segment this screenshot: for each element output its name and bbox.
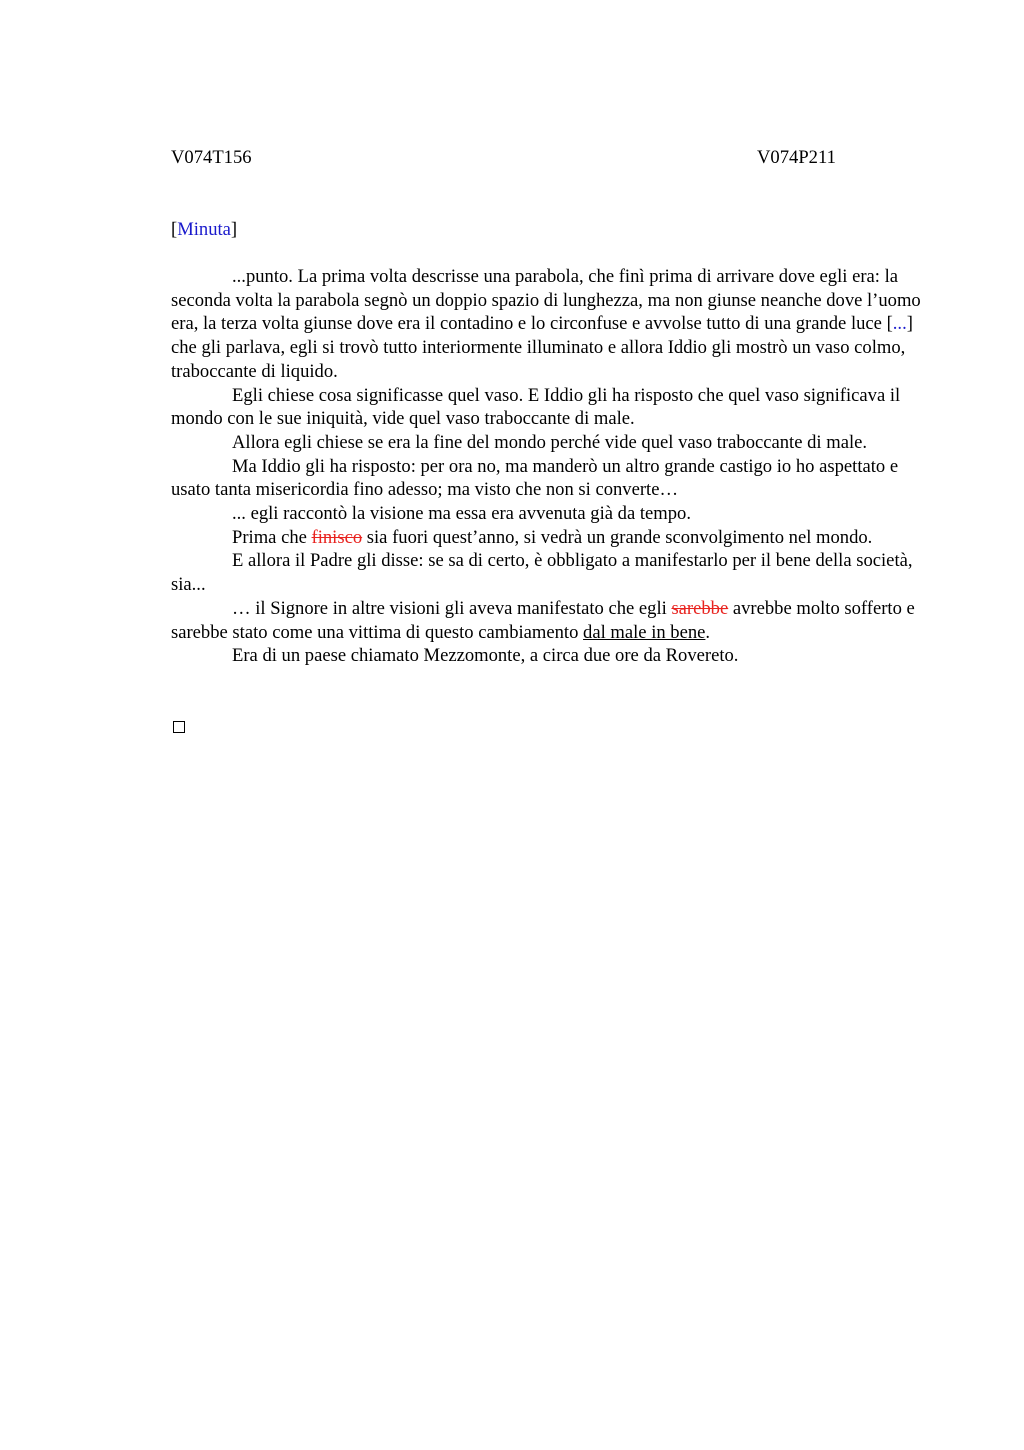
paragraph-1 bbox=[171, 265, 921, 384]
deleted-word: sarebbe bbox=[671, 597, 729, 619]
label-open-bracket: [ bbox=[171, 219, 178, 240]
header-left-code: V074T156 bbox=[171, 147, 252, 168]
minuta-label bbox=[171, 218, 237, 242]
paragraph-2: Egli chiese cosa significasse quel vaso. E Iddio gli ha risposto che quel vaso significava il mondo con le sue iniquità, vide quel vaso traboccante di male. bbox=[171, 384, 901, 430]
paragraph-4: Ma Iddio gli ha risposto: per ora no, ma manderò un altro grande castigo io ho aspettato e usato tanta misericordia fino adesso; ma visto che non si converte… bbox=[171, 455, 899, 501]
paragraph-7: E allora il Padre gli disse: se sa di certo, è obbligato a manifestarlo per il bene della società, sia... bbox=[171, 550, 913, 596]
paragraph-3: Allora egli chiese se era la fine del mondo perché vide quel vaso traboccante di male. bbox=[232, 431, 868, 453]
paragraph-6-part-b: sia fuori quest’anno, si vedrà un grande sconvolgimento nel mondo. bbox=[362, 526, 873, 548]
paragraph-1-part-a: ...punto. La prima volta descrisse una parabola, che finì prima di arrivare dove egli era: la seconda volta la parabola segnò un doppio spazio di lunghezza, ma non giunse neanche dove l’uomo era, la terza volta giunse dove era il contadino e lo circonfuse e avvolse tutto di una grande luce [ bbox=[171, 266, 921, 335]
paragraph-6-part-a: Prima che bbox=[232, 526, 312, 548]
header-right-code: V074P211 bbox=[757, 147, 836, 168]
end-of-text-square-icon bbox=[173, 721, 185, 733]
paragraph-8-part-a: … il Signore in altre visioni gli aveva manifestato che egli bbox=[232, 597, 672, 619]
paragraph-9: Era di un paese chiamato Mezzomonte, a circa due ore da Rovereto. bbox=[232, 645, 739, 667]
deleted-word: finisco bbox=[311, 526, 363, 548]
lacuna-marker: ... bbox=[892, 313, 907, 335]
paragraph-1-part-b: ] che gli parlava, egli si trovò tutto interiormente illuminato e allora Iddio gli mostrò un vaso colmo, traboccante di liquido. bbox=[171, 313, 913, 382]
paragraph-8-part-c: . bbox=[705, 621, 711, 643]
transcription-body bbox=[171, 265, 921, 668]
label-text: Minuta bbox=[177, 219, 231, 240]
paragraph-8 bbox=[171, 597, 921, 644]
paragraph-6 bbox=[171, 526, 921, 550]
paragraph-5: ... egli raccontò la visione ma essa era avvenuta già da tempo. bbox=[232, 503, 691, 525]
underlined-phrase: dal male in bene bbox=[583, 621, 706, 643]
label-close-bracket: ] bbox=[230, 219, 238, 240]
paragraph-8-part-b: avrebbe molto sofferto e sarebbe stato come una vittima di questo cambiamento bbox=[171, 597, 915, 643]
